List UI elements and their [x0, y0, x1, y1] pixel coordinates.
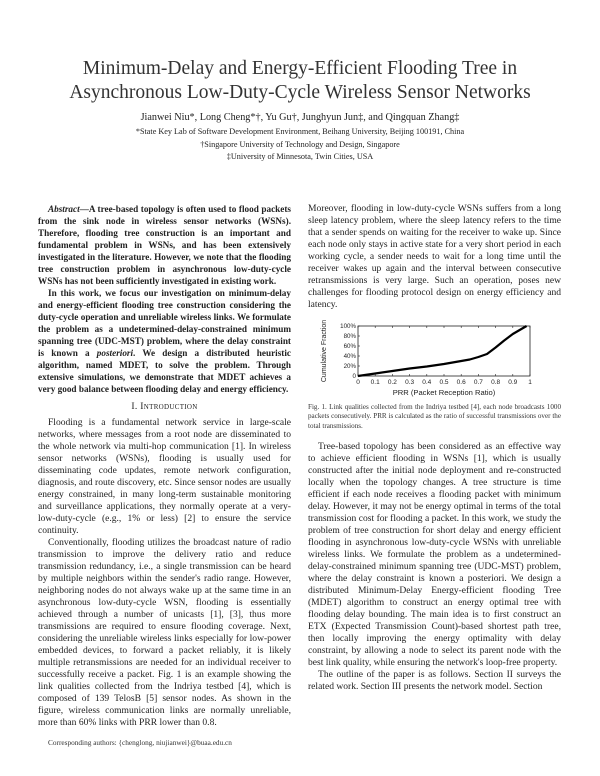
- abstract-p1: —A tree-based topology is often used to flood packets from the sink node in wireless sensor networks (WSNs). Therefore, flooding tree construction is an important and fundamental problem in WSNs, and has been extensively investigated in the literature. However, we note that the flooding tree construction problem in asynchronous low-duty-cycle WSNs has not been sufficiently investigated in existing work.: [38, 204, 291, 286]
- abstract-p2b: . We design a distributed heuristic algorithm, named MDET, to solve the problem. Through extensive simulations, we demonstrate that MDET achieves a very good balance between flooding delay and energy efficiency.: [38, 348, 291, 394]
- paragraph: Conventionally, flooding utilizes the broadcast nature of radio transmission to improve the delivery ratio and reduce transmission redundancy, i.e., a single transmission can be heard by multiple neighbors within the sender's radio range. However, neighboring nodes do not always wake up at the same time in an asynchronous low-duty-cycle WSN, flooding is essentially achieved through a number of unicasts [1], [3], thus more transmissions are required to ensure flooding coverage. Next, considering the unreliable wireless links especially for low-power embedded devices, to forward a packet reliably, it is likely multiple retransmissions are needed for an individual receiver to successfully receive a packet. Fig. 1 is an example showing the link qualities collected from the Indriya testbed [4], which is composed of 139 TelosB [5] sensor nodes. As shown in the figure, wireless communication links are normally unreliable, more than 60% links with PRR lower than 0.8.: [38, 537, 291, 728]
- x-tick-label: 0.7: [473, 379, 483, 386]
- left-column: [38, 203, 291, 749]
- x-tick-label: 0.6: [456, 379, 466, 386]
- authors: Jianwei Niu*, Long Cheng*†, Yu Gu†, Junghyun Jun‡, and Qingquan Zhang‡: [140, 112, 460, 123]
- y-axis-label: Cumulative Fraction: [321, 319, 328, 383]
- paragraph: The outline of the paper is as follows. Section II surveys the related work. Section III presents the network model. Section: [308, 668, 561, 692]
- figure-1-chart: [318, 319, 548, 399]
- abstract-p2a: In this work, we focus our investigation on minimum-delay and energy-efficient flooding tree construction considering the duty-cycle operation and unreliable wireless links. We formulate the problem as a undetermined-delay-constrained minimum spanning tree (UDC-MST) problem, where the delay constraint is known a: [38, 288, 291, 358]
- affiliation-2: †Singapore University of Technology and Design, Singapore: [200, 140, 400, 149]
- y-tick-label: 80%: [343, 333, 356, 341]
- affiliation-1: *State Key Lab of Software Development Environment, Beihang University, Beijing 100191, China: [135, 127, 465, 136]
- y-tick-label: 0: [352, 373, 356, 381]
- x-tick-label: 0.4: [422, 379, 432, 386]
- x-tick-label: 0.8: [491, 379, 501, 386]
- x-tick-label: 0.3: [405, 379, 415, 386]
- abstract: [38, 203, 291, 395]
- right-column: [308, 203, 561, 693]
- title-line-2: Asynchronous Low-Duty-Cycle Wireless Sensor Networks: [69, 82, 531, 103]
- y-tick-label: 60%: [343, 343, 356, 351]
- x-tick-label: 0.1: [370, 379, 380, 386]
- title-line-1: Minimum-Delay and Energy-Efficient Flooding Tree in: [82, 58, 518, 79]
- x-tick-label: 0.2: [387, 379, 397, 386]
- cdf-series-line: [358, 326, 527, 376]
- abstract-p2-italic: posteriori: [96, 348, 134, 358]
- y-tick-label: 40%: [343, 353, 356, 361]
- x-tick-label: 0: [356, 379, 360, 386]
- plot-frame: [358, 326, 530, 376]
- x-tick-label: 0.9: [508, 379, 518, 386]
- x-axis-label: PRR (Packet Reception Ratio): [392, 388, 496, 397]
- footnote: Corresponding authors: {chenglong, niujianwei}@buaa.edu.cn: [48, 738, 232, 747]
- abstract-label: Abstract: [48, 204, 80, 214]
- paragraph: Flooding is a fundamental network service in large-scale networks, where messages from a root node are disseminated to the whole network via multi-hop communication [1]. In wireless sensor networks (WSNs), flooding is usually used for disseminating code updates, remote network configuration, diagnosis, and route discovery, etc. Since sensor nodes are usually energy constrained, in many long-term sustainable monitoring and surveillance applications, they normally operate at a very-low-duty-cycle (e.g., 1% or less) [2] to ensure the service continuity.: [38, 417, 291, 536]
- figure-1-caption: Fig. 1. Link qualities collected from the Indriya testbed [4], each node broadcasts 1000 packets consecutively. PRR is calculated as the ratio of successful transmissions over the total transmissions.: [308, 403, 561, 430]
- x-tick-label: 0.5: [439, 379, 449, 386]
- paragraph: Moreover, flooding in low-duty-cycle WSNs suffers from a long sleep latency problem, where the sleep latency refers to the time that a sender spends on waiting for the receiver to wake up. Since each node only stays in active state for a very short period in each working cycle, a sender needs to wait for a long time until the receiver wakes up again and the interval between consecutive retransmissions is very large. Such an operation, poses new challenges for flooding protocol design on energy efficiency and latency.: [308, 203, 561, 310]
- section-heading-introduction: I. Introduction: [131, 401, 198, 412]
- paragraph: Tree-based topology has been considered as an effective way to achieve efficient flooding in WSNs [1], which is usually constructed after the initial node deployment and re-constructed locally when the topology changes. A tree structure is time efficient if each node receives a flooding packet with minimum delay. However, it may not be energy optimal in terms of the total transmission cost for flooding a packet. In this work, we study the problem of tree construction for short delay and energy efficient flooding in asynchronous low-duty-cycle WSNs with unreliable wireless links. We formulate the problem as a undetermined-delay-constrained minimum spanning tree (UDC-MST) problem, where the delay constraint is known a posteriori. We design a distributed Minimum-Delay Energy-efficient flooding Tree (MDET) algorithm to construct an energy optimal tree with flooding delay bounding. The main idea is to first construct an ETX (Expected Transmission Count)-based shortest path tree, then locally improving the energy optimality with delay constraint, by allowing a node to select its parent node with the best link quality, while ensuring the network's loop-free property.: [308, 440, 561, 668]
- affiliation-3: ‡University of Minnesota, Twin Cities, USA: [226, 152, 374, 161]
- x-tick-label: 1: [528, 379, 532, 386]
- y-tick-label: 100%: [340, 323, 356, 331]
- paper-title: [0, 57, 600, 105]
- y-tick-label: 20%: [343, 363, 356, 371]
